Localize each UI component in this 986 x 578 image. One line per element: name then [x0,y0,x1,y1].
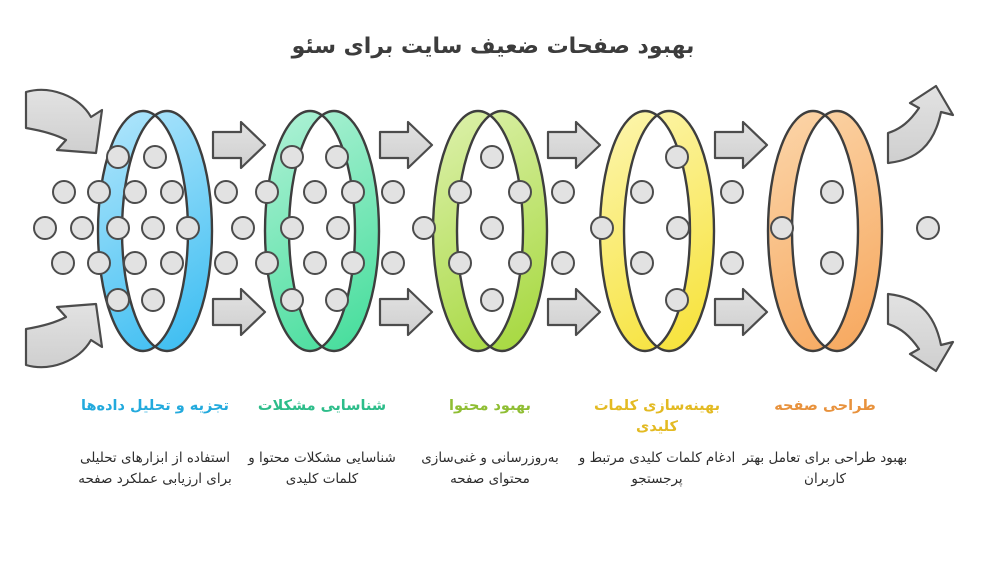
stage-description: شناسایی مشکلات محتوا و کلمات کلیدی [248,450,396,487]
exit-arrow-top [888,86,953,163]
stage-arrow-icon [213,289,265,335]
stage-column-content-improvement [405,396,575,490]
flow-dot [88,252,110,274]
flow-dot [449,252,471,274]
flow-dot [821,181,843,203]
stage-label: طراحی صفحه [774,398,876,414]
stage-label: بهینه‌سازی کلمات کلیدی [593,398,721,436]
flow-dot [281,146,303,168]
flow-dot [481,217,503,239]
flow-dot [591,217,613,239]
flow-dot [327,217,349,239]
flow-dot [382,252,404,274]
flow-dot [142,289,164,311]
stage-arrow-icon [380,122,432,168]
flow-dot [631,181,653,203]
stage-label: تجزیه و تحلیل داده‌ها [81,398,229,414]
flow-dot [413,217,435,239]
flow-dot [509,181,531,203]
stage-column-keyword-optimization [572,396,742,490]
flow-dot [124,181,146,203]
entry-arrow-bottom [26,304,102,367]
stage-column-identify-issues [237,396,407,490]
stage-description: بهبود طراحی برای تعامل بهتر کاربران [742,450,908,487]
funnel-illustration [0,80,986,380]
flow-dot [304,181,326,203]
flow-dots [34,146,939,311]
stage-label: شناسایی مشکلات [257,398,387,414]
flow-dot [281,217,303,239]
flow-dot [481,289,503,311]
entry-arrow-top [26,90,102,153]
stage-description: ادغام کلمات کلیدی مرتبط و پرجستجو [578,450,736,487]
flow-dot [215,252,237,274]
flow-dot [304,252,326,274]
flow-dot [124,252,146,274]
flow-dot [215,181,237,203]
flow-dot [509,252,531,274]
flow-dot [721,252,743,274]
flow-dot [144,146,166,168]
stage-arrow-icon [715,289,767,335]
flow-dot [821,252,843,274]
flow-dot [107,289,129,311]
stage-arrow-icon [380,289,432,335]
flow-dot [667,217,689,239]
flow-dot [34,217,56,239]
flow-dot [256,181,278,203]
stage-column-page-design [740,396,910,490]
flow-dot [449,181,471,203]
flow-dot [342,181,364,203]
flow-dot [666,146,688,168]
flow-dot [917,217,939,239]
flow-dot [161,252,183,274]
flow-dot [52,252,74,274]
flow-dot [71,217,93,239]
stage-arrow-icon [715,122,767,168]
flow-dot [382,181,404,203]
flow-dot [142,217,164,239]
stage-label: بهبود محتوا [449,398,531,414]
flow-dot [552,252,574,274]
diagram-title: بهبود صفحات ضعیف سایت برای سئو [291,34,695,59]
stage-ring-keyword-optimization [600,111,714,351]
stage-description: به‌روزرسانی و غنی‌سازی محتوای صفحه [421,450,559,487]
flow-dot [666,289,688,311]
stage-arrow-icon [548,122,600,168]
flow-dot [552,181,574,203]
stage-description: استفاده از ابزارهای تحلیلی برای ارزیابی عملکرد صفحه [78,450,232,487]
flow-dot [326,289,348,311]
flow-dot [177,217,199,239]
flow-dot [481,146,503,168]
stage-arrow-icon [548,289,600,335]
stage-column-data-analysis [70,396,240,490]
flow-dot [721,181,743,203]
flow-dot [326,146,348,168]
flow-dot [107,146,129,168]
stage-arrow-icon [213,122,265,168]
flow-dot [107,217,129,239]
flow-dot [232,217,254,239]
flow-dot [771,217,793,239]
flow-dot [256,252,278,274]
flow-dot [631,252,653,274]
exit-arrow-bottom [888,294,953,371]
flow-dot [342,252,364,274]
flow-dot [281,289,303,311]
flow-dot [53,181,75,203]
flow-dot [88,181,110,203]
flow-dot [161,181,183,203]
